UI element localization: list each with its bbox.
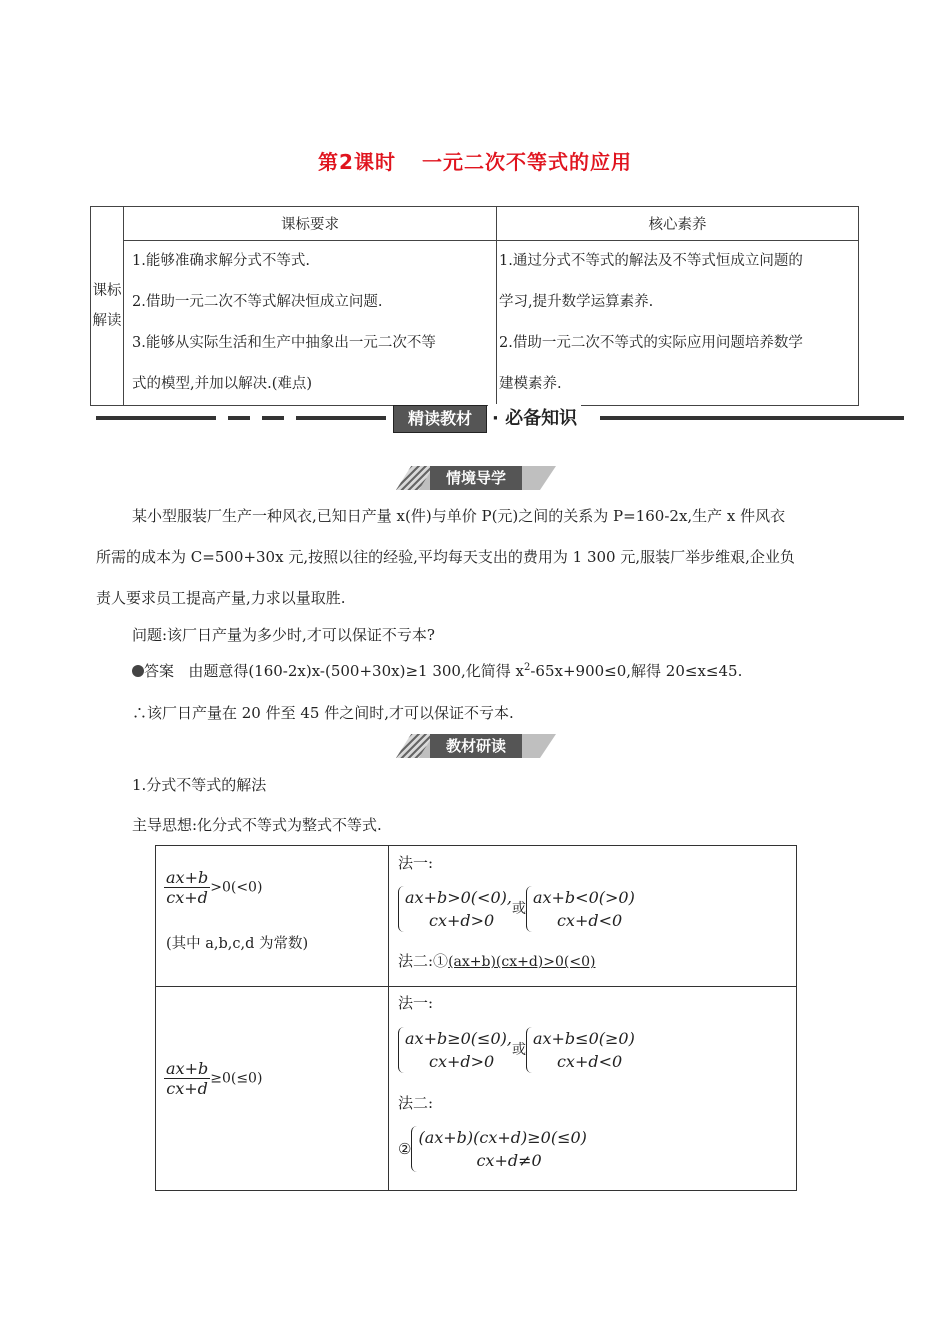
row2-method1-label: 法一: bbox=[398, 994, 434, 1012]
literacy-list bbox=[497, 241, 859, 406]
row1-expression: $\frac{ax+b}{cx+d}$ >0(<0) bbox=[166, 868, 263, 907]
row2-method2-system: ② (ax+b)(cx+d)≥0(≤0) cx+d≠0 bbox=[398, 1128, 587, 1170]
list-item: 3.能够从实际生活和生产中抽象出一元二次不等 bbox=[132, 335, 436, 351]
row1-method1-label: 法一: bbox=[398, 854, 434, 872]
section-tag-scenario: 情境导学 bbox=[396, 466, 556, 490]
section-tag-textbook: 教材研读 bbox=[396, 734, 556, 758]
list-item: 2.借助一元二次不等式解决恒成立问题. bbox=[132, 294, 383, 310]
answer-line: 答案 由题意得(160-2x)x-(500+30x)≥1 300,化简得 $x^2-65x+900\le 0$,解得 20≤x≤45. bbox=[132, 660, 742, 681]
banner-rule-mid bbox=[296, 416, 386, 420]
standards-table bbox=[90, 206, 859, 406]
row1-method1-systems: ax+b>0(<0), cx+d>0 或 ax+b<0(>0) cx+d<0 bbox=[398, 886, 635, 932]
row2-method1-systems: ax+b≥0(≤0), cx+d>0 或 ax+b≤0(≥0) cx+d<0 bbox=[398, 1027, 635, 1073]
side-label: 课标 解读 bbox=[91, 207, 124, 406]
section-heading: 1.分式不等式的解法 bbox=[132, 776, 267, 794]
question-text: 问题:该厂日产量为多少时,才可以保证不亏本? bbox=[132, 626, 435, 644]
main-idea: 主导思想:化分式不等式为整式不等式. bbox=[132, 816, 382, 834]
requirements-list bbox=[124, 241, 497, 406]
banner-label: 精读教材 bbox=[393, 405, 487, 433]
list-item: 2.借助一元二次不等式的实际应用问题培养数学 bbox=[499, 335, 803, 351]
row2-expression: $\frac{ax+b}{cx+d}$ ≥0(≤0) bbox=[166, 1059, 263, 1098]
list-item: 式的模型,并加以解决.(难点) bbox=[132, 376, 313, 392]
list-item: 1.能够准确求解分式不等式. bbox=[132, 253, 310, 269]
scenario-paragraph: 某小型服装厂生产一种风衣,已知日产量 x(件)与单价 P(元)之间的关系为 P=160-2x,生产 x 件风衣 所需的成本为 C=500+30x 元,按照以往的经验,平均每天支出的费用为 1 300 元,服装厂举步维艰,企业负 责人要求员工提高产量,力求以量取胜. bbox=[96, 507, 795, 607]
table-col-divider bbox=[388, 845, 389, 1190]
answer-label: 答案 bbox=[144, 662, 175, 680]
col-header-requirements: 课标要求 bbox=[124, 207, 497, 241]
list-item: 学习,提升数学运算素养. bbox=[499, 294, 654, 310]
banner-title: · 必备知识 bbox=[488, 404, 581, 430]
conclusion-text: ∴该厂日产量在 20 件至 45 件之间时,才可以保证不亏本. bbox=[132, 704, 514, 722]
list-item: 建模素养. bbox=[499, 376, 562, 392]
row1-note: (其中 a,b,c,d 为常数) bbox=[166, 936, 309, 952]
list-item: 1.通过分式不等式的解法及不等式恒成立问题的 bbox=[499, 253, 803, 269]
row1-method2: 法二:①(ax+b)(cx+d)>0(<0) bbox=[398, 952, 596, 970]
col-header-literacy: 核心素养 bbox=[497, 207, 859, 241]
page-title bbox=[0, 146, 950, 175]
lesson-number: 第2课时 bbox=[318, 150, 396, 174]
row2-method2-label: 法二: bbox=[398, 1094, 434, 1112]
table-row-divider bbox=[155, 986, 796, 987]
lesson-topic: 一元二次不等式的应用 bbox=[421, 150, 632, 174]
banner-rule-right bbox=[600, 416, 904, 420]
banner-dash bbox=[262, 416, 284, 420]
banner-dash bbox=[228, 416, 250, 420]
banner-rule-left bbox=[96, 416, 216, 420]
answer-icon bbox=[132, 665, 144, 677]
